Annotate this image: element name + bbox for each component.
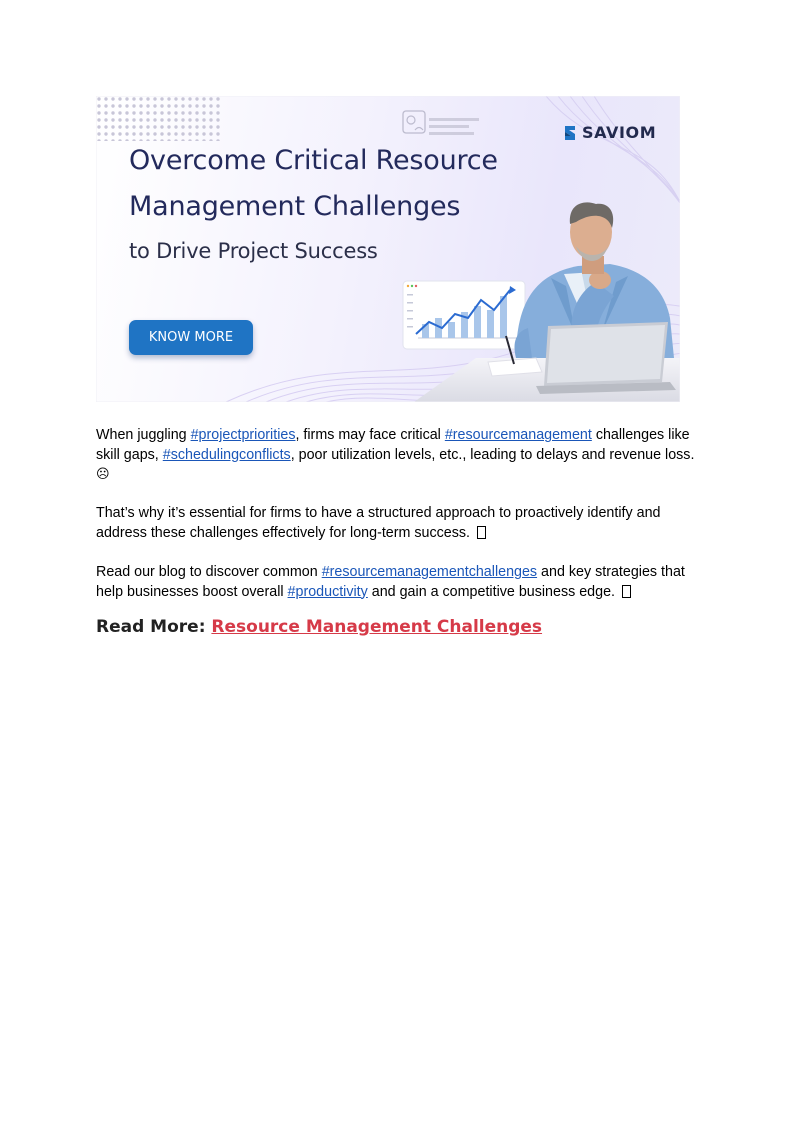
missing-glyph-icon (477, 526, 486, 539)
paragraph-blog (96, 563, 706, 602)
hashtag-link-resourcemanagementchallenges[interactable]: #resourcemanagementchallenges (321, 564, 538, 580)
document-icon (403, 111, 479, 135)
sad-face-icon: ☹ (96, 467, 110, 482)
text-segment: and gain a competitive business edge. (367, 583, 619, 600)
text-segment: Read our blog to discover common (96, 564, 322, 580)
text-segment: challenges like skill gaps, (96, 427, 690, 463)
text-segment: When juggling (96, 427, 191, 443)
know-more-button[interactable]: KNOW MORE (129, 320, 253, 355)
banner-headline-line2: Management Challenges (129, 191, 461, 222)
promo-banner[interactable] (96, 96, 680, 402)
read-more-label: Read More: (96, 617, 212, 637)
read-more-link[interactable]: Resource Management Challenges (211, 617, 543, 637)
text-segment: , firms may face critical (295, 427, 445, 443)
hashtag-link-productivity[interactable]: #productivity (287, 583, 368, 600)
text-segment: , poor utilization levels, etc., leading to delays and revenue loss. (290, 446, 695, 463)
logo-text: SAVIOM (582, 123, 657, 142)
missing-glyph-icon (622, 585, 631, 598)
laptop (536, 322, 676, 394)
saviom-logo (563, 123, 656, 142)
hashtag-link-resourcemanagement[interactable]: #resourcemanagement (444, 427, 592, 443)
banner-subheadline: to Drive Project Success (129, 239, 378, 263)
saviom-logo-icon (563, 124, 577, 142)
text-segment: and key strategies that help businesses boost overall (96, 564, 685, 600)
hashtag-link-schedulingconflicts[interactable]: #schedulingconflicts (162, 446, 291, 463)
read-more-line (96, 617, 542, 637)
dot-pattern (96, 96, 221, 141)
paragraph-intro (96, 426, 706, 485)
text-segment: That’s why it’s essential for firms to have a structured approach to proactively identify and address these challenges effectively for long-term success. (96, 505, 661, 541)
paragraph-approach (96, 504, 706, 543)
banner-headline-line1: Overcome Critical Resource (129, 145, 498, 176)
hashtag-link-projectpriorities[interactable]: #projectpriorities (190, 427, 296, 443)
